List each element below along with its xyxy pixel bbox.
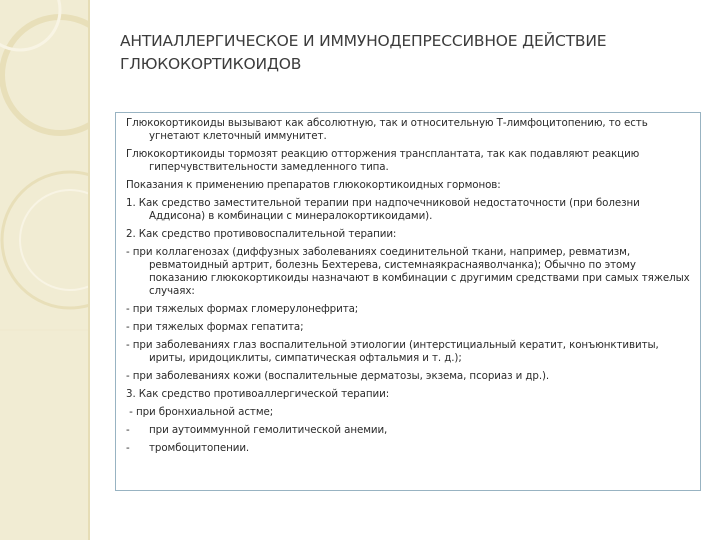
sidebar-divider: [88, 0, 90, 540]
dash-bullet: -: [126, 442, 130, 454]
paragraph-transplant-rejection: Глюкокортикоиды тормозят реакцию отторжения трансплантата, так как подавляют реакцию гиперчувствительности замедленного типа.: [126, 148, 640, 173]
list-item-eye-diseases: - при заболеваниях глаз воспалительной этиологии (интерстициальный кератит, конъюнктивиты, ириты, иридоциклиты, симпатическая офтальмия и т. д.);: [126, 339, 659, 364]
slide-title: АНТИАЛЛЕРГИЧЕСКОЕ И ИММУНОДЕПРЕССИВНОЕ ДЕЙСТВИЕ ГЛЮКОКОРТИКОИДОВ: [120, 32, 607, 73]
paragraph-antiallergic-heading: 3. Как средство противоаллергической терапии:: [126, 388, 390, 400]
list-item-anemia-text: при аутоиммунной гемолитической анемии,: [149, 424, 388, 436]
list-item-asthma: - при бронхиальной астме;: [126, 406, 274, 418]
paragraph-t-lymphocytopenia: Глюкокортикоиды вызывают как абсолютную, так и относительную Т-лимфоцитопению, то есть угнетают клеточный иммунитет.: [126, 117, 648, 142]
list-item-skin-diseases: - при заболеваниях кожи (воспалительные дерматозы, экзема, псориаз и др.).: [126, 370, 550, 382]
list-item-thrombocytopenia-text: тромбоцитопении.: [149, 442, 250, 454]
dash-bullet: -: [126, 424, 130, 436]
paragraph-anti-inflammatory-heading: 2. Как средство противовоспалительной терапии:: [126, 228, 397, 240]
content-box: [115, 112, 701, 491]
list-item-thrombocytopenia: [126, 442, 692, 455]
decorative-circles: [0, 0, 88, 540]
decorative-sidebar: [0, 0, 88, 540]
list-item-anemia: [126, 424, 692, 437]
paragraph-indications-heading: Показания к применению препаратов глюкокортикоидных гормонов:: [126, 179, 501, 191]
list-item-collagenoses: - при коллагенозах (диффузных заболеваниях соединительной ткани, например, ревматизм, ревматоидный артрит, болезнь Бехтерева, системнаякраснаяволчанка); Обычно по этому показанию глюкокортикоиды назначают в комбинации с другимим средствами при самых тяжелых случаях:: [126, 246, 690, 297]
list-item-hepatitis: - при тяжелых формах гепатита;: [126, 321, 304, 333]
list-item-glomerulonephritis: - при тяжелых формах гломерулонефрита;: [126, 303, 359, 315]
paragraph-replacement-therapy: 1. Как средство заместительной терапии при надпочечниковой недостаточности (при болезни Аддисона) в комбинации с минералокортикоидами).: [126, 197, 640, 222]
